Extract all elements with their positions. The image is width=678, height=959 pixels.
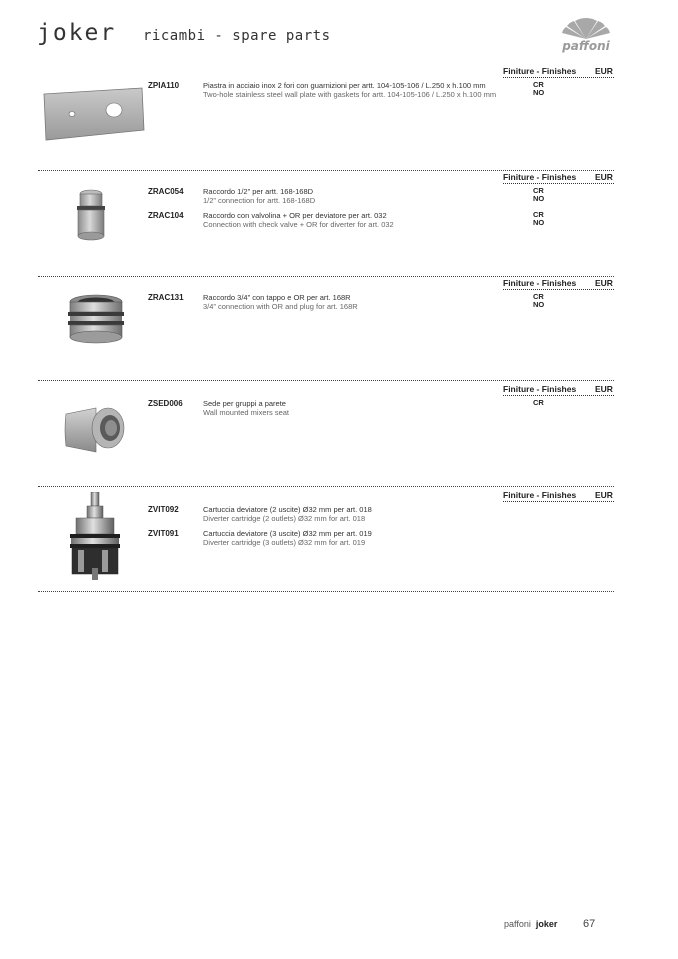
part-code: ZPIA110 — [148, 81, 180, 90]
page-number: 67 — [583, 918, 596, 930]
finishes-underline — [503, 501, 614, 502]
connection-fitting-image — [70, 188, 112, 244]
description-it: Raccordo 3/4” con tappo e OR per art. 168R — [203, 293, 351, 302]
description-it: Raccordo con valvolina + OR per deviatore per art. 032 — [203, 211, 387, 220]
logo-fan-icon — [557, 17, 615, 41]
footer-brand-name: joker — [535, 919, 558, 929]
part-code: ZRAC054 — [148, 187, 184, 196]
finish-code: CR — [533, 186, 544, 195]
diverter-cartridge-image — [66, 492, 124, 580]
finishes-header: Finiture - Finishes — [503, 490, 577, 500]
section-divider — [38, 170, 614, 171]
part-code: ZRAC131 — [148, 293, 184, 302]
threaded-connection-image — [64, 294, 128, 350]
eur-header: EUR — [595, 66, 613, 76]
description-en: Diverter cartridge (2 outlets) Ø32 mm for art. 018 — [203, 514, 366, 523]
footer-brand — [504, 919, 557, 929]
finishes-header: Finiture - Finishes — [503, 66, 577, 76]
logo-text: paffoni — [562, 39, 610, 53]
part-code: ZSED006 — [148, 399, 183, 408]
eur-header: EUR — [595, 384, 613, 394]
finishes-header: Finiture - Finishes — [503, 172, 577, 182]
part-code: ZVIT091 — [148, 529, 179, 538]
finish-code: NO — [533, 300, 545, 309]
finish-code: NO — [533, 218, 545, 227]
finishes-underline — [503, 289, 614, 290]
eur-header: EUR — [595, 490, 613, 500]
finish-code: NO — [533, 88, 545, 97]
eur-header: EUR — [595, 278, 613, 288]
finishes-header: Finiture - Finishes — [503, 384, 577, 394]
finishes-underline — [503, 183, 614, 184]
section-divider — [38, 486, 614, 487]
part-code: ZVIT092 — [148, 505, 179, 514]
brand-title: joker — [37, 20, 117, 46]
description-en: 1/2” connection for artt. 168-168D — [203, 196, 316, 205]
finishes-header: Finiture - Finishes — [503, 278, 577, 288]
wall-plate-image — [42, 86, 148, 142]
finishes-underline — [503, 395, 614, 396]
description-en: Diverter cartridge (3 outlets) Ø32 mm for art. 019 — [203, 538, 366, 547]
finish-code: CR — [533, 80, 544, 89]
section-divider — [38, 591, 614, 592]
description-it: Cartuccia deviatore (3 uscite) Ø32 mm per art. 019 — [203, 529, 372, 538]
part-code: ZRAC104 — [148, 211, 184, 220]
section-divider — [38, 276, 614, 277]
description-en: 3/4” connection with OR and plug for art. 168R — [203, 302, 358, 311]
description-it: Piastra in acciaio inox 2 fori con guarnizioni per artt. 104-105-106 / L.250 x h.100 mm — [203, 81, 486, 90]
description-en: Wall mounted mixers seat — [203, 408, 290, 417]
description-en: Connection with check valve + OR for diverter for art. 032 — [203, 220, 394, 229]
page-subtitle: ricambi - spare parts — [143, 28, 331, 44]
footer-brand-prefix: paffoni — [504, 919, 531, 929]
mixer-seat-image — [62, 402, 128, 458]
description-it: Cartuccia deviatore (2 uscite) Ø32 mm per art. 018 — [203, 505, 372, 514]
description-it: Raccordo 1/2” per artt. 168-168D — [203, 187, 314, 196]
description-en: Two-hole stainless steel wall plate with gaskets for artt. 104-105-106 / L.250 x h.100 mm — [203, 90, 497, 99]
finish-code: CR — [533, 210, 544, 219]
finish-code: CR — [533, 292, 544, 301]
finish-code: CR — [533, 398, 544, 407]
paffoni-logo — [557, 17, 615, 53]
eur-header: EUR — [595, 172, 613, 182]
section-divider — [38, 380, 614, 381]
finish-code: NO — [533, 194, 545, 203]
finishes-underline — [503, 77, 614, 78]
description-it: Sede per gruppi a parete — [203, 399, 286, 408]
